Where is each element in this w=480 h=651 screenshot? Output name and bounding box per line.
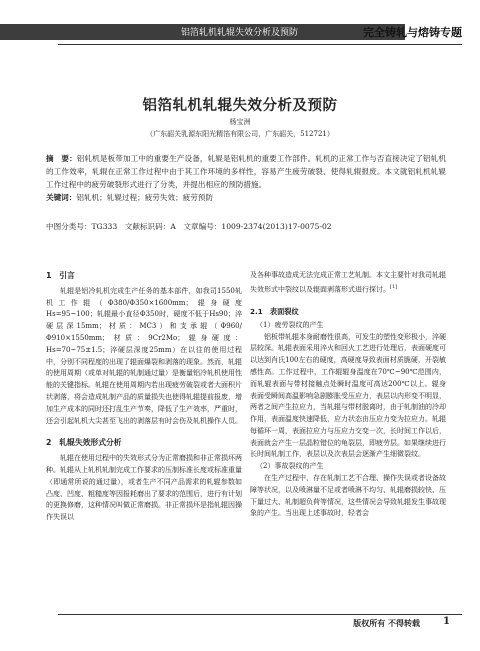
footer-rule bbox=[58, 614, 462, 615]
keywords-text: 铝轧机；轧辊过程；疲劳失效；疲劳预防 bbox=[76, 193, 214, 202]
accident-paragraph: 在生产过程中，存在轧制工艺不合理、操作失误或者设备故障等状况，以及喷淋量不足或者喷淋不均匀、轧辊磨损较快、压下量过大、轧制超负荷等情况，这些情况会导致轧辊发生事故现象的产生。当出现上述事故时，轻者会 bbox=[250, 474, 446, 518]
header-band bbox=[0, 24, 405, 40]
running-header bbox=[0, 24, 480, 48]
footer-copyright: 版权所有 不得转载 bbox=[353, 618, 420, 628]
keywords-label: 关键词： bbox=[46, 193, 77, 202]
author: 杨宝洲 bbox=[229, 118, 251, 126]
continued-text: 及各种事故造成无法完成正常工艺轧制。本文主要针对我司轧辊失效形式中裂纹以及辊面剥落形式进行探讨。 bbox=[250, 271, 446, 294]
page-number: 1 bbox=[443, 616, 450, 627]
affiliation: （广东韶关乳源东阳光精箔有限公司，广东韶关，512721） bbox=[146, 130, 334, 138]
section-2-1-heading: 2.1 表面裂纹 bbox=[250, 306, 299, 316]
abstract-block bbox=[46, 152, 446, 204]
subsection-fatigue-heading: （1）疲劳裂纹的产生 bbox=[256, 320, 324, 329]
abstract-text: 铝轧机是板带加工中的重要生产设备，轧辊是铝轧机的重要工作部件。轧机的正常工作与否直接决定了铝轧机的工作效率，轧辊在正常工作过程中由于其工作环境的多样性，容易产生疲劳破裂、使得轧辊报废。本文就铝轧机轧辊工作过程中的疲劳破裂形式进行了分类，并提出相应的预防措施。 bbox=[46, 154, 446, 189]
fatigue-paragraph: 铝板带轧辊本身耐磨性很高，可发生的塑性变形极小，淬硬层较深。轧辊表面采用淬火和回火工艺进行处理后，表面硬度可以达到肖氏100左右的硬度，高硬度导致表面材质脆硬，开裂敏感性高。工作过程中，工作辊辊身温度在70℃~90℃范围内，而轧辊表面与带材接触点处瞬时温度可高达200℃以上。辊身表面受瞬间高温影响急剧膨胀受压应力，表层以内形变不明显，两者之间产生拉应力，当轧辊与带材脱离时，由于轧制油的冷却作用，表面温度快速降低，应力状态由压应力变为拉应力。轧辊每循环一周，表面拉应力与压应力交变一次，长时间工作以后，表面就会产生一层晶粒错位的龟裂层，即疲劳层。如果继续进行长时间轧制工作，表层以及次表层会逐渐产生细微裂纹。 bbox=[250, 332, 446, 459]
header-right-title: 完全铸轧与熔铸专题 bbox=[363, 26, 462, 39]
article-title: 铝箔轧机轧辊失效分析及预防 bbox=[142, 97, 338, 114]
abstract-label: 摘 要： bbox=[46, 154, 77, 163]
section-1-heading: 1 引言 bbox=[46, 271, 75, 280]
section-2-heading: 2 轧辊失效形式分析 bbox=[46, 438, 122, 448]
subsection-accident-heading: （2）事故裂纹的产生 bbox=[256, 462, 324, 471]
classification-line: 中图分类号：TG333 文献标识码：A 文章编号：1009-2374(2013)17-0075-02 bbox=[46, 222, 332, 231]
left-column bbox=[46, 270, 242, 524]
header-rule bbox=[58, 44, 462, 45]
reference-mark: [1] bbox=[390, 283, 398, 290]
continued-paragraph bbox=[250, 270, 446, 296]
section-2-paragraph: 轧辊在使用过程中的失效形式分为正常磨损和非正常损坏两种。轧辊从上轧机轧制完成工作要求的压制标准长度或标准重量（即通常所说的通过量），或者生产不同产品需求的轧辊参数如凸度、凹度、粗糙度等因报耗磨出了要求的范围后，进行有计划的更换修磨，这种情况叫做正常磨损。非正常损坏是指轧辊因操作失误以 bbox=[46, 454, 242, 522]
header-left-title: 铝箔轧机轧辊失效分析及预防 bbox=[181, 28, 299, 38]
right-column bbox=[250, 270, 446, 520]
section-1-paragraph: 轧辊是铝冷轧机完成生产任务的基本部件，如我司1550轧机工作辊（Φ380/Φ350×1600mm；辊身硬度Hs=95~100；轧辊最小直径Φ350时，硬度不低于Hs90；淬硬层深15mm；材质：MC3）和支承辊（Φ960/Φ910×1550mm；材质：9Cr2Mo；辊身硬度：Hs=70~75±1.5；淬硬层深度25mm）在以往的使用过程中，分别不同程度的出现了辊面爆裂和剥落的现象。然而，轧辊的使用周期（或单对轧辊的轧制通过量）是衡量铝冷轧机使用性能的关键指标。轧辊在使用周期内若出现疲劳破裂或者大面积片状剥落，将会造成轧制产品的质量损失也使得轧辊提前报废，增加生产成本的同时还打乱生产节奏，降低了生产效率，严重时，还会引起轧机大尖甚至飞出的剥落层有时会伤及轧机操作人员。 bbox=[46, 286, 242, 425]
